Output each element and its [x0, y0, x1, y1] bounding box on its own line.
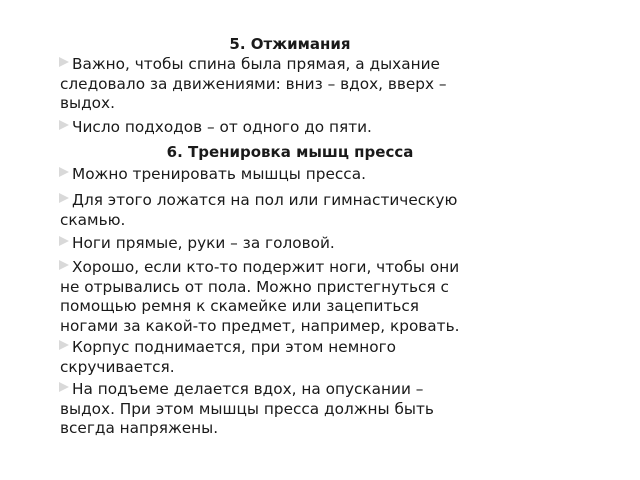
item-line: всегда напряжены.	[60, 419, 219, 437]
item-line: помощью ремня к скамейке или зацепиться	[60, 297, 420, 315]
list-item	[60, 55, 510, 114]
list-item	[60, 165, 510, 185]
item-line: Ноги прямые, руки – за головой.	[72, 234, 335, 252]
item-line: Хорошо, если кто-то подержит ноги, чтобы они	[72, 258, 460, 276]
item-line: На подъеме делается вдох, на опускании –	[72, 380, 424, 398]
list-item	[60, 380, 510, 439]
list-item	[60, 338, 510, 377]
list-item	[60, 118, 510, 138]
triangle-bullet-icon	[59, 167, 69, 177]
triangle-bullet-icon	[59, 340, 69, 350]
item-line: следовало за движениями: вниз – вдох, вверх –	[60, 74, 447, 93]
item-line: ногами за какой-то предмет, например, кровать.	[60, 316, 460, 335]
list-item	[60, 258, 510, 336]
item-line: Число подходов – от одного до пяти.	[72, 118, 372, 136]
item-line: выдох. При этом мышцы пресса должны быть	[60, 399, 434, 418]
triangle-bullet-icon	[59, 260, 69, 270]
item-line: Корпус поднимается, при этом немного	[72, 338, 396, 356]
triangle-bullet-icon	[59, 120, 69, 130]
item-line: скамью.	[60, 210, 126, 229]
triangle-bullet-icon	[59, 57, 69, 67]
item-line: Можно тренировать мышцы пресса.	[72, 165, 366, 183]
list-item	[60, 234, 510, 254]
item-line: выдох.	[60, 94, 115, 112]
item-line: не отрывались от пола. Можно пристегнуться с	[60, 277, 449, 296]
item-line: скручивается.	[60, 357, 175, 376]
item-line: Для этого ложатся на пол или гимнастическую	[72, 191, 458, 209]
triangle-bullet-icon	[59, 236, 69, 246]
section-title-abs-training: 6. Тренировка мышц пресса	[166, 143, 414, 161]
list-item	[60, 191, 510, 230]
section-title-pushups: 5. Отжимания	[229, 35, 351, 53]
triangle-bullet-icon	[59, 382, 69, 392]
item-line: Важно, чтобы спина была прямая, а дыхание	[72, 55, 440, 73]
triangle-bullet-icon	[59, 193, 69, 203]
